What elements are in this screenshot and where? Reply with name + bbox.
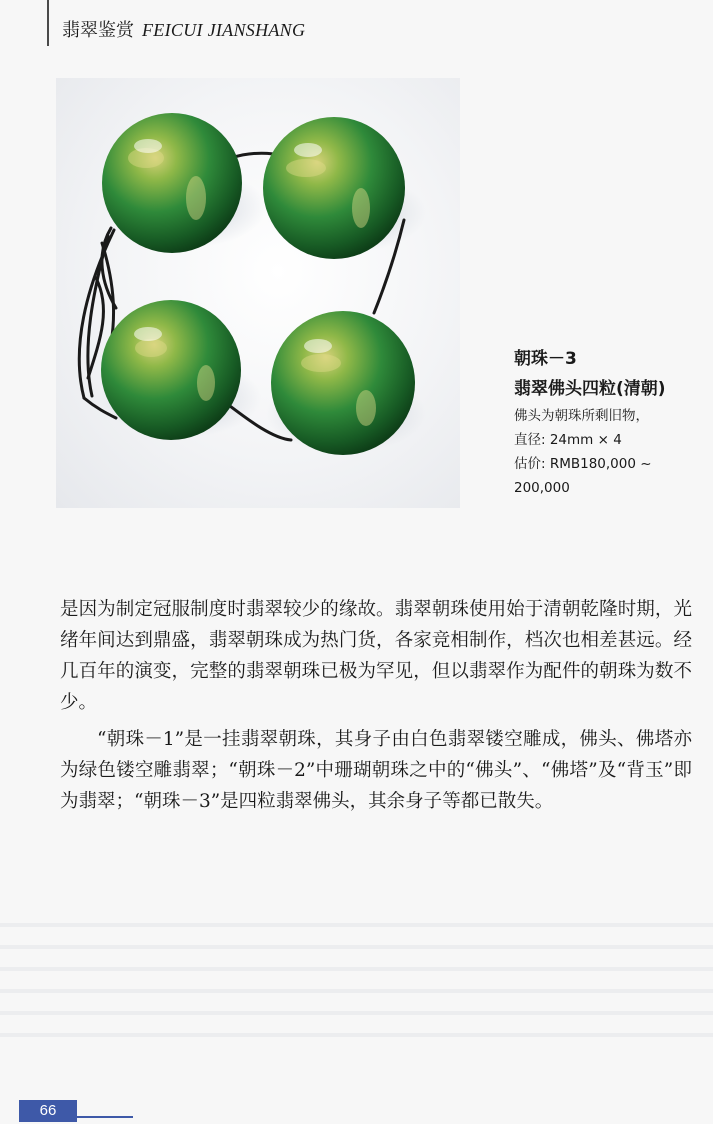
jade-bead bbox=[271, 311, 415, 455]
page-number-bar bbox=[19, 1100, 133, 1124]
jade-bead bbox=[101, 300, 241, 440]
jade-bead bbox=[263, 117, 405, 259]
header-title-cn: 翡翠鉴赏 bbox=[62, 20, 134, 41]
caption-name: 翡翠佛头四粒(清朝) bbox=[514, 379, 666, 399]
caption-line: 200,000 bbox=[514, 480, 570, 496]
jade-beads-photo bbox=[56, 78, 460, 508]
header-rule bbox=[47, 0, 49, 46]
caption-line: 直径: 24mm × 4 bbox=[514, 432, 622, 448]
paragraph: “朝珠－1”是一挂翡翠朝珠，其身子由白色翡翠镂空雕成，佛头、佛塔亦为绿色镂空雕翡翠；“朝珠－2”中珊瑚朝珠之中的“佛头”、“佛塔”及“背玉”即为翡翠；“朝珠－3”是四粒翡翠佛头，其余身子等都已散失。 bbox=[60, 729, 692, 812]
running-header bbox=[62, 16, 305, 42]
bleed-through bbox=[0, 905, 713, 1045]
jade-bead bbox=[102, 113, 242, 253]
paragraph: 是因为制定冠服制度时翡翠较少的缘故。翡翠朝珠使用始于清朝乾隆时期，光绪年间达到鼎盛，翡翠朝珠成为热门货，各家竞相制作，档次也相差甚远。经几百年的演变，完整的翡翠朝珠已极为罕见，但以翡翠作为配件的朝珠为数不少。 bbox=[60, 599, 692, 713]
jade-beads-illustration bbox=[56, 78, 460, 508]
body-text bbox=[60, 594, 692, 817]
caption-id: 朝珠－3 bbox=[514, 349, 577, 369]
header-title-latin: FEICUI JIANSHANG bbox=[142, 20, 306, 40]
caption-line: 佛头为朝珠所剩旧物， bbox=[514, 408, 649, 424]
photo-caption bbox=[514, 344, 704, 500]
page-number: 66 bbox=[39, 1102, 57, 1119]
caption-line: 估价: RMB180,000 ~ bbox=[514, 456, 652, 472]
page-number-rule bbox=[77, 1116, 133, 1118]
